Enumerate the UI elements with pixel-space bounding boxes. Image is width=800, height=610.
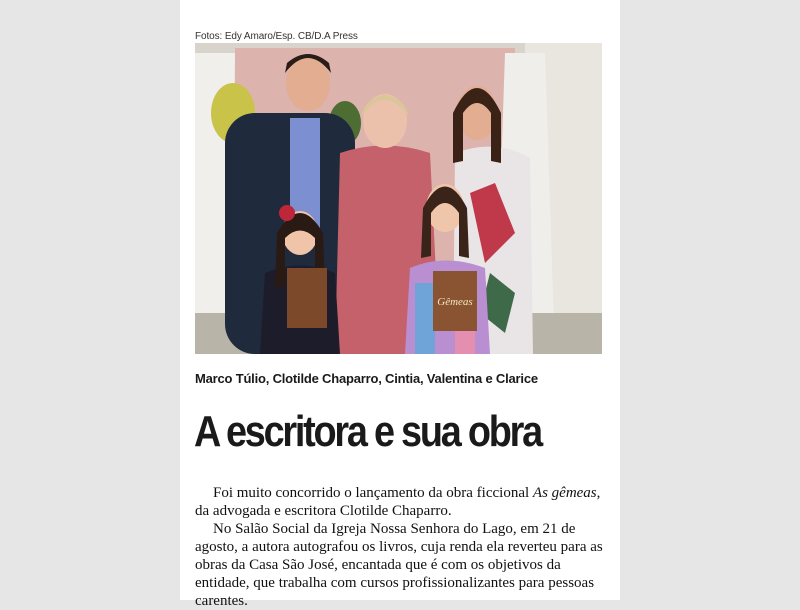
article-body <box>195 484 607 610</box>
newspaper-clipping <box>180 0 620 609</box>
paragraph-2: No Salão Social da Igreja Nossa Senhora do Lago, em 21 de agosto, a autora autografou os livros, cuja renda ela reverteu para as obras da Casa São José, encantada que é com os objetivos da entidade, que trabalha com cursos profissionalizantes para pessoas carentes. <box>195 521 603 609</box>
paragraph-1-text-start: Foi muito concorrido o lançamento da obra ficcional <box>213 485 533 501</box>
photo-caption: Marco Túlio, Clotilde Chaparro, Cintia, Valentina e Clarice <box>195 371 538 386</box>
book-cover-text: Gêmeas <box>437 296 473 308</box>
book-title: As gêmeas <box>532 485 597 501</box>
photo-credit: Fotos: Edy Amaro/Esp. CB/D.A Press <box>195 31 358 42</box>
headline: A escritora e sua obra <box>194 407 541 456</box>
paragraph-1 <box>195 484 607 520</box>
paragraph-1-text-end: , da advogada e escritora Clotilde Chaparro. <box>195 485 601 519</box>
group-photo <box>195 43 602 354</box>
